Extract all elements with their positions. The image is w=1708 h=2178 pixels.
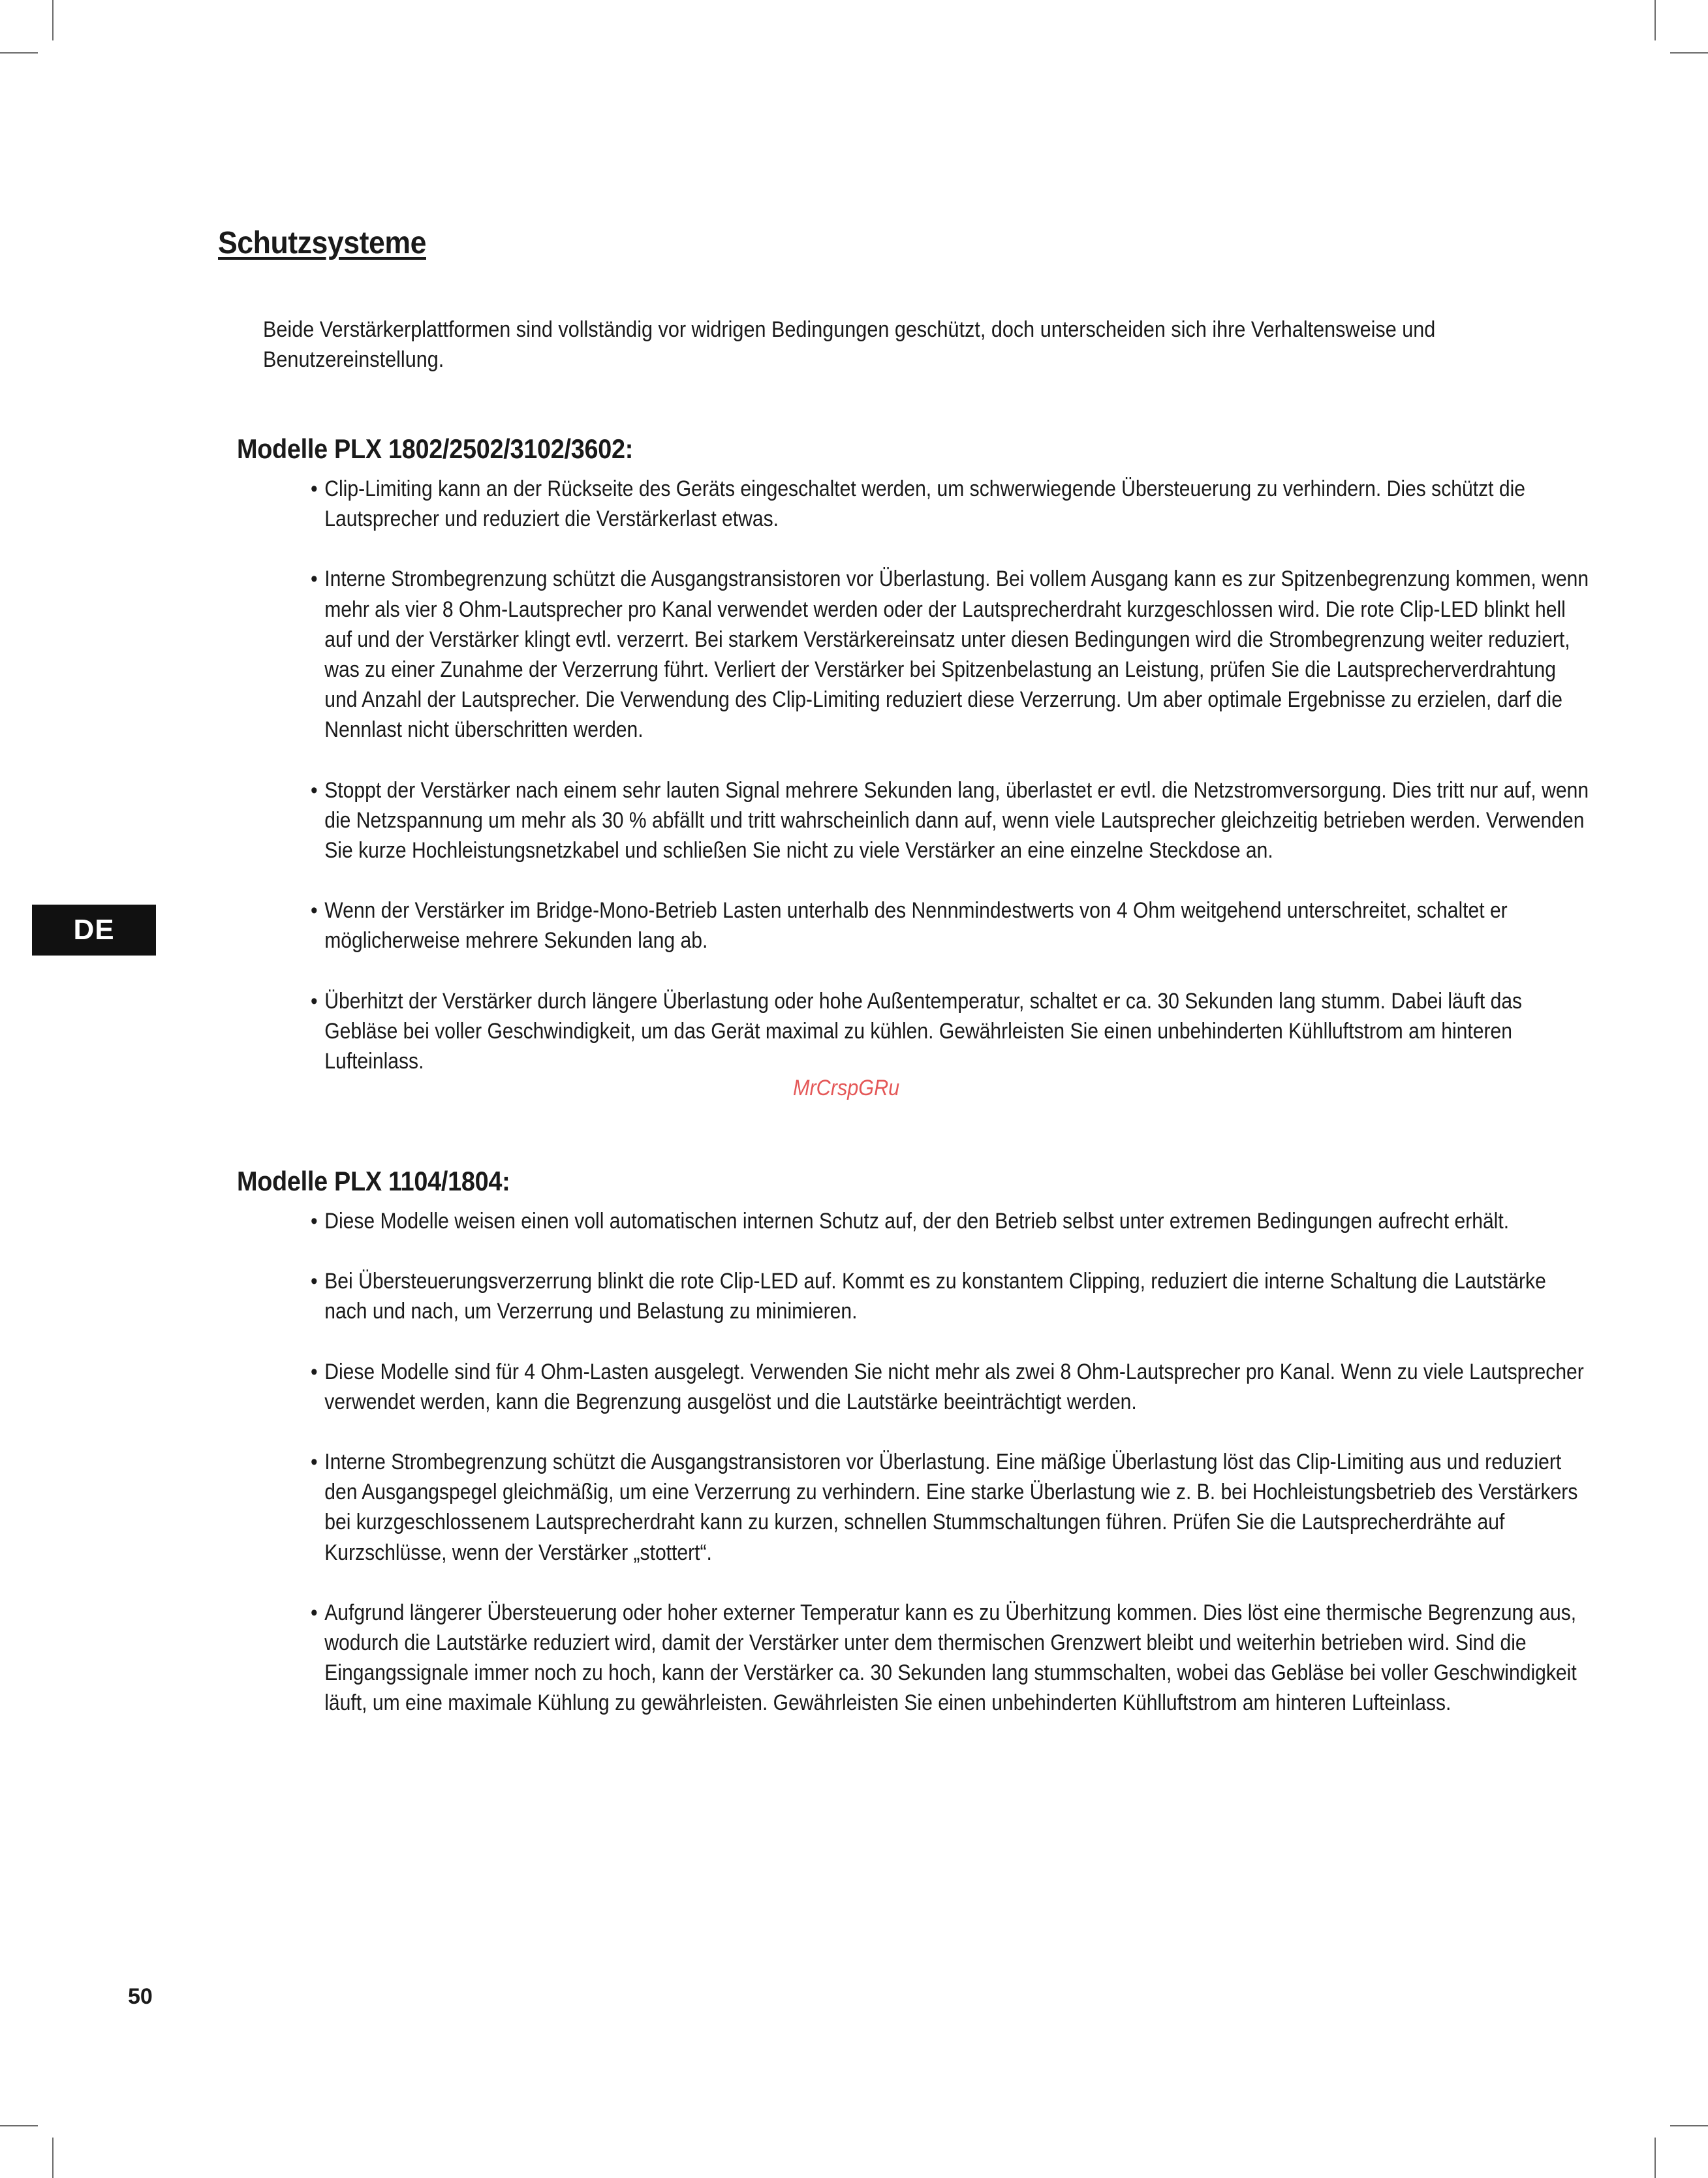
crop-mark [1654,0,1656,40]
list-item: • Überhitzt der Verstärker durch längere Überlastung oder hohe Außentemperatur, schaltet er ca. 30 Sekunden lang stumm. Dabei läuft das Gebläse bei voller Geschwindigkeit, um das Gerät maximal zu kühlen. Gewährleisten Sie einen unbehinderten Kühlluftstrom am hinteren Lufteinlass. [311,986,1593,1077]
crop-mark [52,2138,54,2178]
list-item: • Aufgrund längerer Übersteuerung oder hoher externer Temperatur kann es zu Überhitzung kommen. Dies löst eine thermische Begrenzung aus, wodurch die Lautstärke reduziert wird, damit der Verstärker unter dem thermischen Grenzwert bleibt und weiterhin betrieben wird. Sind die Eingangssignale immer noch zu hoch, kann der Verstärker ca. 30 Sekunden lang stummschalten, wobei das Gebläse bei voller Geschwindigkeit läuft, um eine maximale Kühlung zu gewährleisten. Gewährleisten Sie einen unbehinderten Kühlluftstrom am hinteren Lufteinlass. [311,1598,1593,1719]
bullet-icon: • [311,567,318,592]
intro-paragraph: Beide Verstärkerplattformen sind vollständig vor widrigen Bedingungen geschützt, doch unterscheiden sich ihre Verhaltensweise und Benutzereinstellung. [263,317,1436,372]
list-item: • Interne Strombegrenzung schützt die Ausgangstransistoren vor Überlastung. Bei vollem Ausgang kann es zur Spitzenbegrenzung kommen, wenn mehr als vier 8 Ohm-Lautsprecher pro Kanal verwendet werden oder der Lautsprecherdraht kurzgeschlossen wird. Die rote Clip-LED blinkt hell auf und der Verstärker klingt evtl. verzerrt. Bei starkem Verstärkereinsatz unter diesen Bedingungen wird die Strombegrenzung weiter reduziert, was zu einer Zunahme der Verzerrung führt. Verliert der Verstärker bei Spitzenbelastung an Leistung, prüfen Sie die Lautsprecherverdrahtung und Anzahl der Lautsprecher. Die Verwendung des Clip-Limiting reduziert diese Verzerrung. Um aber optimale Ergebnisse zu erzielen, darf die Nennlast nicht überschritten werden. [311,564,1593,745]
crop-mark [1670,2125,1708,2126]
crop-mark [0,2125,38,2126]
list-item: • Bei Übersteuerungsverzerrung blinkt die rote Clip-LED auf. Kommt es zu konstantem Clipping, reduziert die interne Schaltung die Lautstärke nach und nach, um Verzerrung und Belastung zu minimieren. [311,1266,1593,1326]
section-title-plx-1104-1804: Modelle PLX 1104/1804: [237,1166,510,1196]
bullet-icon: • [311,777,318,803]
page-number: 50 [128,1984,153,2009]
crop-mark [1654,2138,1656,2178]
section-2-list [311,1206,1593,1719]
list-item: • Stoppt der Verstärker nach einem sehr lauten Signal mehrere Sekunden lang, überlastet er evtl. die Netzstromversorgung. Dies tritt nur auf, wenn die Netzspannung um mehr als 30 % abfällt und tritt wahrscheinlich dann auf, wenn viele Lautsprecher gleichzeitig betrieben werden. Verwenden Sie kurze Hochleistungsnetzkabel und schließen Sie nicht zu viele Verstärker an eine einzelne Steckdose an. [311,775,1593,866]
section-title-plx-1802-3602: Modelle PLX 1802/2502/3102/3602: [237,433,634,464]
bullet-icon: • [311,1450,318,1475]
language-tab: DE [32,905,156,956]
list-item: • Clip-Limiting kann an der Rückseite des Geräts eingeschaltet werden, um schwerwiegende Übersteuerung zu verhindern. Dies schützt die Lautsprecher und reduziert die Verstärkerlast etwas. [311,474,1593,534]
crop-mark [1670,52,1708,54]
list-item: • Wenn der Verstärker im Bridge-Mono-Betrieb Lasten unterhalb des Nennmindestwerts von 4 Ohm weitgehend unterschreitet, schaltet er möglicherweise mehrere Sekunden lang ab. [311,895,1593,956]
bullet-icon: • [311,476,318,501]
bullet-icon: • [311,1269,318,1294]
list-item: • Diese Modelle sind für 4 Ohm-Lasten ausgelegt. Verwenden Sie nicht mehr als zwei 8 Ohm-Lautsprecher pro Kanal. Wenn zu viele Lautsprecher verwendet werden, kann die Begrenzung ausgelöst und die Lautstärke beeinträchtigt werden. [311,1357,1593,1417]
list-item: • Interne Strombegrenzung schützt die Ausgangstransistoren vor Überlastung. Eine mäßige Überlastung löst das Clip-Limiting aus und reduziert den Ausgangspegel gleichmäßig, um eine Verzerrung zu verhindern. Eine starke Überlastung wie z. B. bei Hochleistungsbetrieb des Verstärkers bei kurzgeschlossenem Lautsprecherdraht kann zu kurzen, schnellen Stummschaltungen führen. Prüfen Sie die Lautsprecherdrähte auf Kurzschlüsse, wenn der Verstärker „stottert“. [311,1447,1593,1568]
watermark: MrCrspGRu [793,1076,900,1100]
page-heading: Schutzsysteme [218,226,426,260]
bullet-icon: • [311,898,318,924]
bullet-icon: • [311,1359,318,1384]
bullet-icon: • [311,1209,318,1234]
list-item: • Diese Modelle weisen einen voll automatischen internen Schutz auf, der den Betrieb selbst unter extremen Bedingungen aufrecht erhält. [311,1206,1593,1236]
crop-mark [0,52,38,54]
crop-mark [52,0,54,40]
section-1-list [311,474,1593,1076]
bullet-icon: • [311,988,318,1014]
bullet-icon: • [311,1600,318,1625]
